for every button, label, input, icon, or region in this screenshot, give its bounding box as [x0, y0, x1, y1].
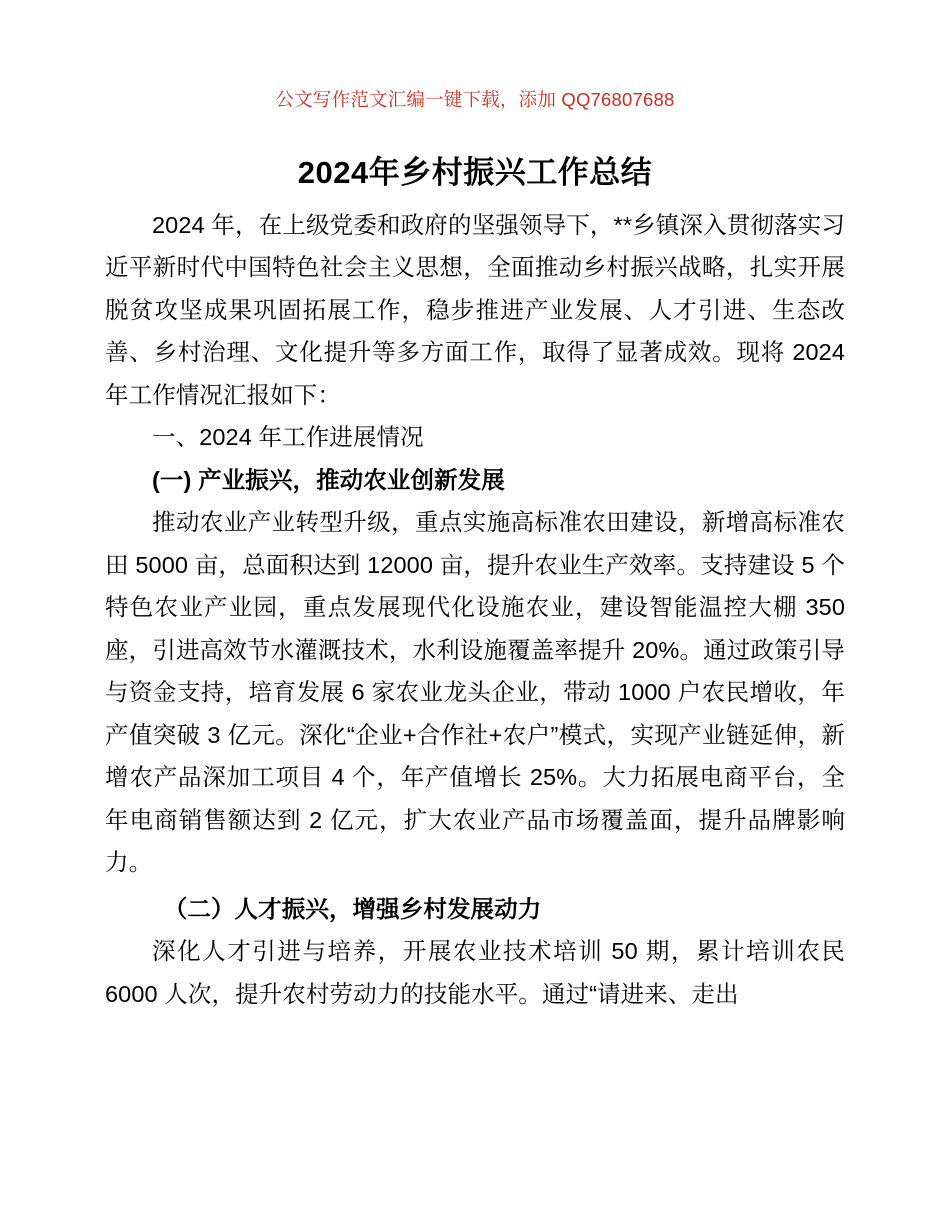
- promo-header-text: 公文写作范文汇编一键下载，添加 QQ76807688: [275, 89, 675, 110]
- subsection-heading-2: （二）人才振兴，增强乡村发展动力: [163, 895, 542, 922]
- subsection-body-1: 推动农业产业转型升级，重点实施高标准农田建设，新增高标准农田 5000 亩，总面积达到 12000 亩，提升农业生产效率。支持建设 5 个特色农业产业园，重点发展现代化设施农业，建设智能温控大棚 350 座，引进高效节水灌溉技术，水利设施覆盖率提升 20%。通过政策引导与资金支持，培育发展 6 家农业龙头企业，带动 1000 户农民增收，年产值突破 3 亿元。深化“企业+合作社+农户”模式，实现产业链延伸，新增农产品深加工项目 4 个，年产值增长 25%。大力拓展电商平台，全年电商销售额达到 2 亿元，扩大农业产品市场覆盖面，提升品牌影响力。: [105, 509, 845, 876]
- intro-paragraph: 2024 年，在上级党委和政府的坚强领导下，**乡镇深入贯彻落实习近平新时代中国特色社会主义思想，全面推动乡村振兴战略，扎实开展脱贫攻坚成果巩固拓展工作，稳步推进产业发展、人才引进、生态改善、乡村治理、文化提升等多方面工作，取得了显著成效。现将 2024 年工作情况汇报如下：: [105, 211, 845, 408]
- document-body: [105, 152, 845, 1015]
- page-title: 2024年乡村振兴工作总结: [297, 155, 653, 190]
- section-heading-1: 一、2024 年工作进展情况: [152, 424, 424, 451]
- subsection-heading-1: (一) 产业振兴，推动农业创新发展: [152, 466, 505, 493]
- subsection-body-2: 深化人才引进与培养，开展农业技术培训 50 期，累计培训农民 6000 人次，提升农村劳动力的技能水平。通过“请进来、走出: [105, 938, 845, 1007]
